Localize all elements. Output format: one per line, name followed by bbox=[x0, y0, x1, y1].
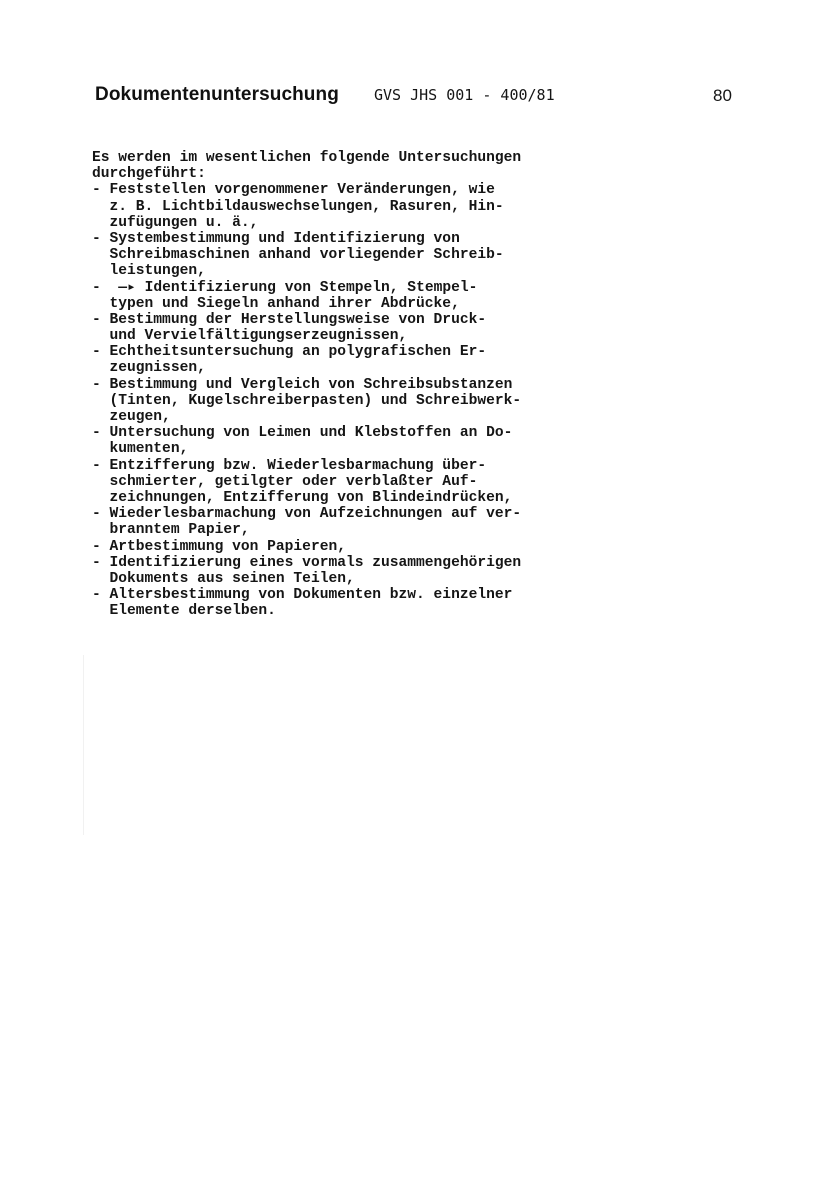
list-item-line: Dokuments aus seinen Teilen, bbox=[92, 570, 355, 587]
list-item-line: zufügungen u. ä., bbox=[92, 214, 259, 231]
list-item-line: - Entzifferung bzw. Wiederlesbarmachung über- bbox=[92, 457, 487, 474]
list-item-line: - —▸ Identifizierung von Stempeln, Stempel- bbox=[92, 279, 478, 296]
document-reference: GVS JHS 001 - 400/81 bbox=[374, 86, 555, 104]
list-item-line: - Wiederlesbarmachung von Aufzeichnungen auf ver- bbox=[92, 506, 522, 523]
list-item-line: Elemente derselben. bbox=[92, 603, 276, 620]
list-item-line: kumenten, bbox=[92, 441, 189, 458]
list-item-line: zeugen, bbox=[92, 409, 171, 425]
list-item-line: - Artbestimmung von Papieren, bbox=[92, 538, 346, 555]
list-item-line: z. B. Lichtbildauswechselungen, Rasuren, Hin- bbox=[92, 198, 504, 215]
text-line: durchgeführt: bbox=[92, 166, 206, 183]
list-item-line: - Bestimmung der Herstellungsweise von Druck- bbox=[92, 311, 487, 328]
list-item-line: - Echtheitsuntersuchung an polygrafischen Er- bbox=[92, 344, 487, 361]
list-item-line: - Bestimmung und Vergleich von Schreibsubstanzen bbox=[92, 376, 513, 393]
list-item-line: zeichnungen, Entzifferung von Blindeindrücken, bbox=[92, 489, 513, 506]
page-number: 80 bbox=[713, 86, 732, 105]
body-text bbox=[92, 150, 652, 619]
list-item-line: branntem Papier, bbox=[92, 522, 250, 539]
scan-margin-mark bbox=[83, 655, 84, 835]
list-item-line: - Identifizierung eines vormals zusammengehörigen bbox=[92, 554, 522, 571]
list-item-line: - Altersbestimmung von Dokumenten bzw. einzelner bbox=[92, 587, 513, 604]
list-item-line: (Tinten, Kugelschreiberpasten) und Schreibwerk- bbox=[92, 392, 522, 409]
list-item-line: typen und Siegeln anhand ihrer Abdrücke, bbox=[92, 295, 460, 312]
list-item-line: - Systembestimmung und Identifizierung von bbox=[92, 230, 460, 247]
list-item-line: - Untersuchung von Leimen und Klebstoffen an Do- bbox=[92, 425, 513, 442]
document-title: Dokumentenuntersuchung bbox=[95, 84, 339, 105]
list-item-line: und Vervielfältigungserzeugnissen, bbox=[92, 328, 408, 345]
page-header bbox=[95, 84, 745, 114]
list-item-line: Schreibmaschinen anhand vorliegender Schreib- bbox=[92, 247, 504, 264]
list-item-line: schmierter, getilgter oder verblaßter Auf- bbox=[92, 473, 478, 490]
text-line: Es werden im wesentlichen folgende Untersuchungen bbox=[92, 150, 522, 166]
list-item-line: - Feststellen vorgenommener Veränderungen, wie bbox=[92, 182, 495, 199]
list-item-line: leistungen, bbox=[92, 263, 206, 280]
list-item-line: zeugnissen, bbox=[92, 360, 206, 377]
